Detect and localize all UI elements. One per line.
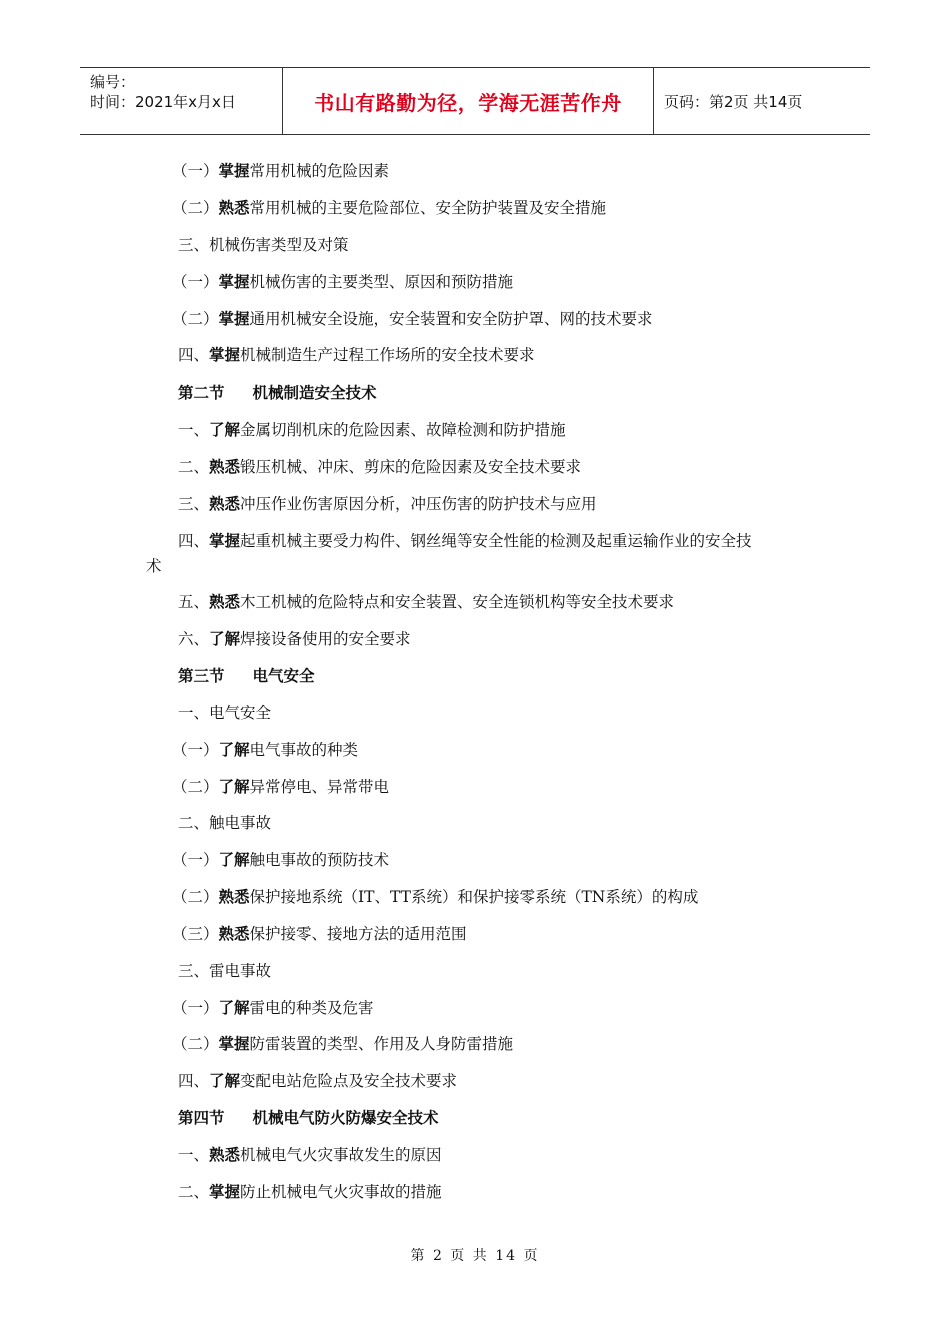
outline-item bbox=[178, 531, 752, 551]
outline-item bbox=[178, 961, 271, 981]
outline-item bbox=[178, 494, 597, 514]
requirement-level: 了解 bbox=[209, 421, 241, 439]
item-prefix: （一） bbox=[172, 851, 219, 869]
outline-item bbox=[172, 272, 513, 292]
outline-item bbox=[178, 420, 566, 440]
requirement-level: 掌握 bbox=[218, 273, 250, 291]
item-prefix: 二、 bbox=[178, 814, 210, 832]
outline-item bbox=[178, 1145, 442, 1165]
page-header bbox=[80, 67, 870, 135]
requirement-level: 熟悉 bbox=[218, 925, 250, 943]
line-continuation: 术 bbox=[146, 557, 162, 575]
header-motto-cell bbox=[282, 68, 654, 134]
item-prefix: 二、 bbox=[178, 458, 210, 476]
item-prefix: （二） bbox=[172, 199, 219, 217]
item-prefix: 三、 bbox=[178, 962, 210, 980]
requirement-level: 掌握 bbox=[209, 1183, 241, 1201]
item-text: 金属切削机床的危险因素、故障检测和防护措施 bbox=[240, 421, 566, 439]
item-text: 防止机械电气火灾事故的措施 bbox=[240, 1183, 442, 1201]
item-text: 触电事故的预防技术 bbox=[249, 851, 390, 869]
section-heading bbox=[178, 383, 377, 403]
item-text: 触电事故 bbox=[209, 814, 272, 832]
item-text: 保护接地系统（IT、TT系统）和保护接零系统（TN系统）的构成 bbox=[249, 888, 699, 906]
item-text: 异常停电、异常带电 bbox=[249, 778, 390, 796]
outline-item bbox=[172, 1034, 513, 1054]
item-text: 防雷装置的类型、作用及人身防雷措施 bbox=[249, 1035, 514, 1053]
header-page-info bbox=[654, 68, 870, 134]
page-footer: 第 2 页 共 14 页 bbox=[410, 1248, 540, 1264]
item-prefix: 一、 bbox=[178, 421, 210, 439]
outline-item bbox=[178, 813, 271, 833]
item-prefix: 四、 bbox=[178, 1072, 210, 1090]
requirement-level: 熟悉 bbox=[218, 888, 250, 906]
item-text: 电气安全 bbox=[209, 704, 272, 722]
outline-item bbox=[172, 777, 389, 797]
outline-item bbox=[172, 740, 358, 760]
item-prefix: 四、 bbox=[178, 346, 210, 364]
outline-item bbox=[178, 703, 271, 723]
item-prefix: 二、 bbox=[178, 1183, 210, 1201]
outline-item bbox=[172, 850, 389, 870]
item-text: 焊接设备使用的安全要求 bbox=[240, 630, 411, 648]
page-info-text: 页码：第2页 共14页 bbox=[664, 92, 803, 111]
requirement-level: 了解 bbox=[209, 1072, 241, 1090]
item-prefix: 三、 bbox=[178, 236, 210, 254]
requirement-level: 熟悉 bbox=[209, 593, 241, 611]
requirement-level: 熟悉 bbox=[209, 458, 241, 476]
item-prefix: 五、 bbox=[178, 593, 210, 611]
item-prefix: （一） bbox=[172, 741, 219, 759]
item-prefix: （一） bbox=[172, 273, 219, 291]
item-text: 起重机械主要受力构件、钢丝绳等安全性能的检测及起重运输作业的安全技 bbox=[240, 532, 752, 550]
item-prefix: （三） bbox=[172, 925, 219, 943]
item-prefix: 一、 bbox=[178, 704, 210, 722]
header-motto: 书山有路勤为径，学海无涯苦作舟 bbox=[314, 90, 622, 115]
requirement-level: 掌握 bbox=[218, 162, 250, 180]
section-title: 电气安全 bbox=[252, 667, 315, 685]
item-prefix: （二） bbox=[172, 310, 219, 328]
item-prefix: 六、 bbox=[178, 630, 210, 648]
section-title: 机械制造安全技术 bbox=[252, 384, 377, 402]
outline-item bbox=[172, 887, 698, 907]
requirement-level: 熟悉 bbox=[209, 1146, 241, 1164]
requirement-level: 掌握 bbox=[209, 346, 241, 364]
item-prefix: 三、 bbox=[178, 495, 210, 513]
item-text: 变配电站危险点及安全技术要求 bbox=[240, 1072, 458, 1090]
outline-item bbox=[178, 345, 535, 365]
requirement-level: 掌握 bbox=[218, 1035, 250, 1053]
requirement-level: 了解 bbox=[218, 999, 250, 1017]
requirement-level: 了解 bbox=[218, 778, 250, 796]
outline-item bbox=[172, 924, 467, 944]
requirement-level: 了解 bbox=[218, 741, 250, 759]
requirement-level: 了解 bbox=[218, 851, 250, 869]
requirement-level: 掌握 bbox=[218, 310, 250, 328]
outline-item bbox=[178, 457, 581, 477]
item-prefix: 四、 bbox=[178, 532, 210, 550]
time-label: 时间：2021年x月x日 bbox=[90, 93, 236, 111]
section-title: 机械电气防火防爆安全技术 bbox=[252, 1109, 439, 1127]
outline-item bbox=[172, 161, 389, 181]
item-text: 冲压作业伤害原因分析，冲压伤害的防护技术与应用 bbox=[240, 495, 597, 513]
section-number: 第二节 bbox=[178, 384, 225, 402]
item-text: 电气事故的种类 bbox=[249, 741, 359, 759]
item-text: 机械伤害的主要类型、原因和预防措施 bbox=[249, 273, 514, 291]
outline-item bbox=[178, 1182, 442, 1202]
item-prefix: （二） bbox=[172, 888, 219, 906]
section-heading bbox=[178, 1108, 439, 1128]
item-text: 机械电气火灾事故发生的原因 bbox=[240, 1146, 442, 1164]
section-number: 第四节 bbox=[178, 1109, 225, 1127]
requirement-level: 熟悉 bbox=[218, 199, 250, 217]
item-prefix: （二） bbox=[172, 778, 219, 796]
item-prefix: （一） bbox=[172, 162, 219, 180]
outline-item bbox=[172, 309, 653, 329]
outline-item bbox=[178, 629, 411, 649]
outline-item bbox=[178, 592, 674, 612]
item-text: 通用机械安全设施，安全装置和安全防护罩、网的技术要求 bbox=[249, 310, 653, 328]
header-meta bbox=[80, 68, 282, 134]
item-text: 木工机械的危险特点和安全装置、安全连锁机构等安全技术要求 bbox=[240, 593, 675, 611]
item-text: 常用机械的主要危险部位、安全防护装置及安全措施 bbox=[249, 199, 607, 217]
number-label: 编号： bbox=[90, 73, 136, 91]
requirement-level: 了解 bbox=[209, 630, 241, 648]
outline-item bbox=[178, 1071, 457, 1091]
outline-item bbox=[172, 198, 606, 218]
item-text: 锻压机械、冲床、剪床的危险因素及安全技术要求 bbox=[240, 458, 582, 476]
outline-item bbox=[178, 235, 349, 255]
item-text: 常用机械的危险因素 bbox=[249, 162, 390, 180]
item-text: 机械制造生产过程工作场所的安全技术要求 bbox=[240, 346, 535, 364]
item-prefix: 一、 bbox=[178, 1146, 210, 1164]
item-text: 保护接零、接地方法的适用范围 bbox=[249, 925, 467, 943]
requirement-level: 掌握 bbox=[209, 532, 241, 550]
item-text: 雷电事故 bbox=[209, 962, 272, 980]
requirement-level: 熟悉 bbox=[209, 495, 241, 513]
item-prefix: （一） bbox=[172, 999, 219, 1017]
item-text: 雷电的种类及危害 bbox=[249, 999, 374, 1017]
outline-item bbox=[172, 998, 374, 1018]
section-heading bbox=[178, 666, 315, 686]
item-text: 机械伤害类型及对策 bbox=[209, 236, 349, 254]
item-prefix: （二） bbox=[172, 1035, 219, 1053]
section-number: 第三节 bbox=[178, 667, 225, 685]
